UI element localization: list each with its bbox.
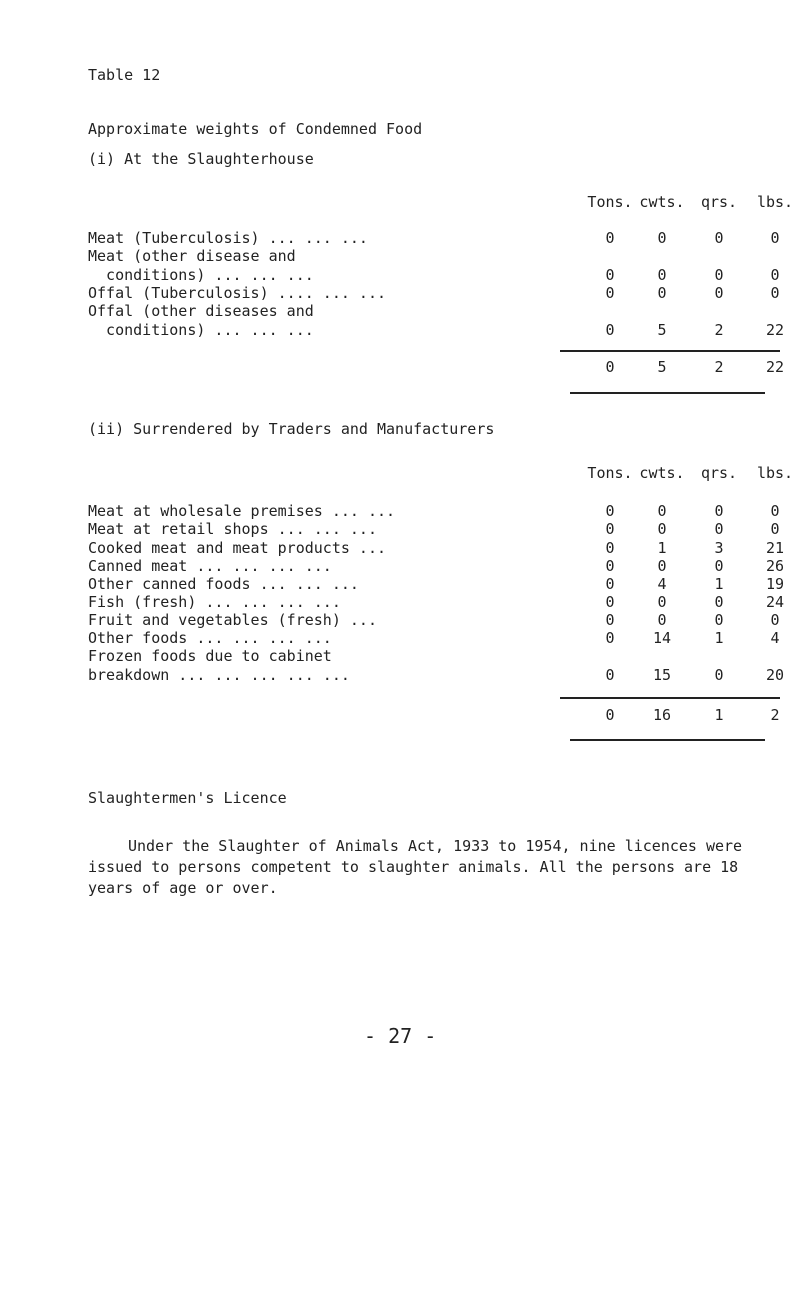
cell: 0 xyxy=(714,666,724,684)
cell: 0 xyxy=(605,520,615,538)
licence-paragraph: Under the Slaughter of Animals Act, 1933 to 1954, nine licences were issued to persons competent to slaughter animals. All the persons are 18 years of age or over. xyxy=(88,837,743,897)
cell: 24 xyxy=(765,593,785,611)
cell: 0 xyxy=(657,284,667,302)
total-cell: 22 xyxy=(765,358,785,376)
cell: 0 xyxy=(605,575,615,593)
col-cwts: cwts. xyxy=(639,464,685,482)
cell: 0 xyxy=(714,611,724,629)
cell: 3 xyxy=(714,539,724,557)
cell: 0 xyxy=(714,557,724,575)
cell: 4 xyxy=(770,629,780,647)
total-cell: 0 xyxy=(605,358,615,376)
cell: 0 xyxy=(714,520,724,538)
page-number: - 27 - xyxy=(364,1024,437,1048)
col-qrs: qrs. xyxy=(700,464,738,482)
cell: 0 xyxy=(657,266,667,284)
cell: 0 xyxy=(714,229,724,247)
cell: 0 xyxy=(605,284,615,302)
cell: 0 xyxy=(657,557,667,575)
cell: 0 xyxy=(605,539,615,557)
cell: 0 xyxy=(657,229,667,247)
cell: 0 xyxy=(714,502,724,520)
total-rule xyxy=(560,350,780,352)
cell: 0 xyxy=(770,229,780,247)
row-label: conditions) ... ... ... xyxy=(88,266,314,284)
total-rule xyxy=(560,697,780,699)
total-cell: 1 xyxy=(714,706,724,724)
row-label: Cooked meat and meat products ... xyxy=(88,539,387,557)
cell: 0 xyxy=(770,266,780,284)
bottom-rule xyxy=(570,739,765,741)
cell: 0 xyxy=(605,611,615,629)
cell: 0 xyxy=(605,593,615,611)
row-label: Fish (fresh) ... ... ... ... xyxy=(88,593,341,611)
cell: 0 xyxy=(605,629,615,647)
cell: 0 xyxy=(657,593,667,611)
row-label: Meat (Tuberculosis) ... ... ... xyxy=(88,229,368,247)
bottom-rule xyxy=(570,392,765,394)
cell: 0 xyxy=(605,666,615,684)
row-label: Frozen foods due to cabinet xyxy=(88,647,332,665)
cell: 0 xyxy=(770,502,780,520)
cell: 1 xyxy=(714,575,724,593)
total-cell: 2 xyxy=(770,706,780,724)
cell: 14 xyxy=(652,629,672,647)
cell: 0 xyxy=(605,266,615,284)
cell: 0 xyxy=(657,611,667,629)
cell: 0 xyxy=(714,266,724,284)
cell: 20 xyxy=(765,666,785,684)
table-label: Table 12 xyxy=(88,66,161,84)
row-label: Offal (Tuberculosis) .... ... ... xyxy=(88,284,387,302)
cell: 0 xyxy=(605,229,615,247)
row-label: Canned meat ... ... ... ... xyxy=(88,557,332,575)
cell: 5 xyxy=(657,321,667,339)
page-heading: Approximate weights of Condemned Food xyxy=(88,120,423,138)
cell: 21 xyxy=(765,539,785,557)
row-label: Other canned foods ... ... ... xyxy=(88,575,359,593)
col-lbs: lbs. xyxy=(756,464,794,482)
row-label: Meat at wholesale premises ... ... xyxy=(88,502,396,520)
cell: 0 xyxy=(605,557,615,575)
total-cell: 16 xyxy=(652,706,672,724)
row-label: Meat at retail shops ... ... ... xyxy=(88,520,377,538)
cell: 26 xyxy=(765,557,785,575)
cell: 1 xyxy=(714,629,724,647)
col-tons: Tons. xyxy=(587,464,633,482)
cell: 1 xyxy=(657,539,667,557)
row-label: breakdown ... ... ... ... ... xyxy=(88,666,350,684)
row-label: Other foods ... ... ... ... xyxy=(88,629,332,647)
licence-title: Slaughtermen's Licence xyxy=(88,789,287,807)
cell: 0 xyxy=(714,593,724,611)
total-cell: 5 xyxy=(657,358,667,376)
row-label: Offal (other diseases and xyxy=(88,302,314,320)
row-label: Fruit and vegetables (fresh) ... xyxy=(88,611,377,629)
row-label: conditions) ... ... ... xyxy=(88,321,314,339)
cell: 0 xyxy=(770,520,780,538)
cell: 0 xyxy=(657,502,667,520)
col-tons: Tons. xyxy=(587,193,633,211)
col-qrs: qrs. xyxy=(700,193,738,211)
cell: 0 xyxy=(714,284,724,302)
cell: 4 xyxy=(657,575,667,593)
cell: 22 xyxy=(765,321,785,339)
row-label: Meat (other disease and xyxy=(88,247,296,265)
cell: 19 xyxy=(765,575,785,593)
cell: 2 xyxy=(714,321,724,339)
total-cell: 0 xyxy=(605,706,615,724)
cell: 0 xyxy=(770,611,780,629)
section1-title: (i) At the Slaughterhouse xyxy=(88,150,314,168)
total-cell: 2 xyxy=(714,358,724,376)
cell: 15 xyxy=(652,666,672,684)
section2-title: (ii) Surrendered by Traders and Manufacturers xyxy=(88,420,495,438)
cell: 0 xyxy=(605,502,615,520)
cell: 0 xyxy=(605,321,615,339)
cell: 0 xyxy=(657,520,667,538)
col-cwts: cwts. xyxy=(639,193,685,211)
cell: 0 xyxy=(770,284,780,302)
col-lbs: lbs. xyxy=(756,193,794,211)
